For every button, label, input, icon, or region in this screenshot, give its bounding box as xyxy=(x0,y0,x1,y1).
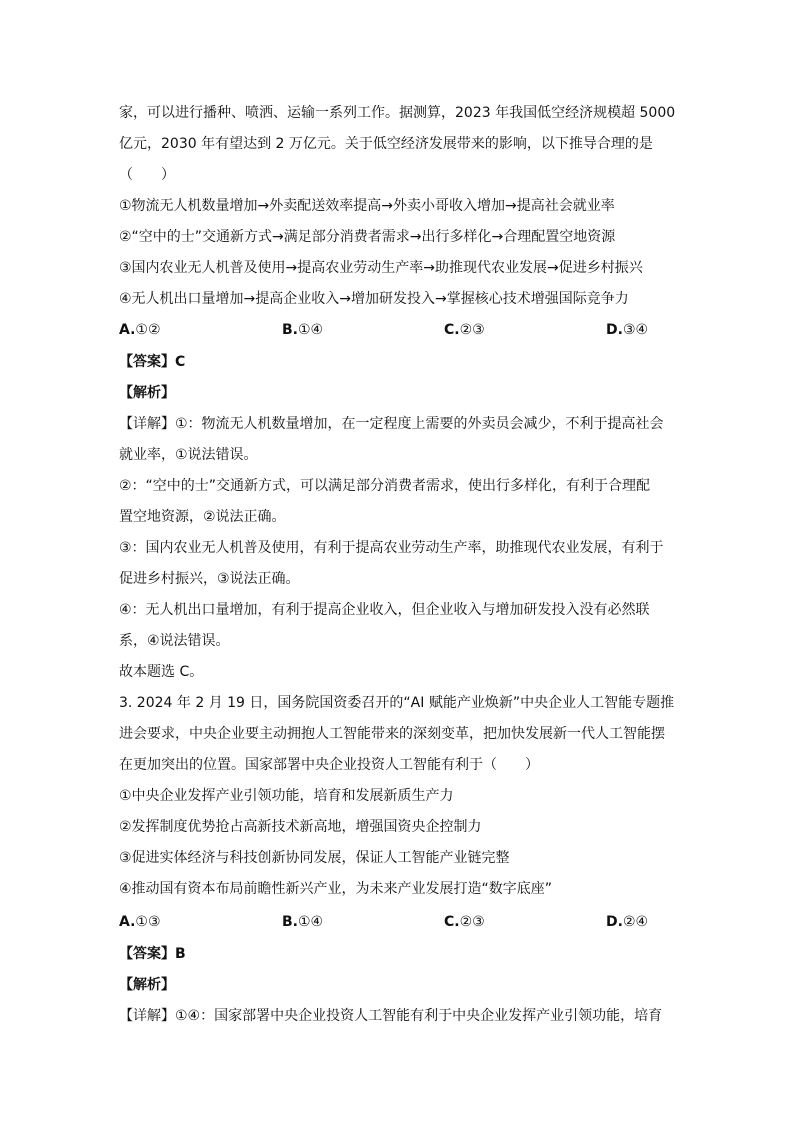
q3-item-1: ①中央企业发挥产业引领功能，培育和发展新质生产力 xyxy=(119,788,454,804)
q3-stem-line-1: 3. 2024 年 2 月 19 日，国务院国资委召开的“AI 赋能产业焕新”中央企业人工智能专题推 xyxy=(119,695,675,711)
q2-detail-line-4: 置空地资源，②说法正确。 xyxy=(119,509,286,525)
option-letter: A. xyxy=(119,914,136,930)
q2-detail-line-8: 系，④说法错误。 xyxy=(119,633,230,649)
option-text: ②③ xyxy=(459,914,485,930)
q3-item-3: ③促进实体经济与科技创新协同发展，保证人工智能产业链完整 xyxy=(119,850,510,866)
q3-analysis-heading: 【解析】 xyxy=(119,977,175,993)
q3-stem-line-3: 在更加突出的位置。国家部署中央企业投资人工智能有利于（ ） xyxy=(119,757,539,773)
q2-detail-line-2: 就业率，①说法错误。 xyxy=(119,447,258,463)
option-letter: D. xyxy=(606,914,623,930)
q2-detail-line-3: ②：“空中的士”交通新方式，可以满足部分消费者需求，使出行多样化，有利于合理配 xyxy=(119,478,651,494)
q3-detail-line-1: 【详解】①④：国家部署中央企业投资人工智能有利于中央企业发挥产业引领功能，培育 xyxy=(119,1008,663,1024)
q2-answer: 【答案】C xyxy=(119,354,186,370)
q2-detail-line-5: ③：国内农业无人机普及使用，有利于提高农业劳动生产率，助推现代农业发展，有利于 xyxy=(119,540,664,556)
q3-option-d xyxy=(606,912,648,932)
option-text: ①③ xyxy=(135,914,161,930)
q3-stem-line-2: 进会要求，中央企业要主动拥抱人工智能带来的深刻变革，把加快发展新一代人工智能摆 xyxy=(119,726,665,742)
q3-option-c xyxy=(444,912,485,932)
option-letter: C. xyxy=(444,914,460,930)
q2-detail-line-1: 【详解】①：物流无人机数量增加，在一定程度上需要的外卖员会减少，不利于提高社会 xyxy=(119,416,664,432)
q2-stem-line-1: 家，可以进行播种、喷洒、运输一系列工作。据测算，2023 年我国低空经济规模超 5000 xyxy=(119,105,676,121)
option-text: ③④ xyxy=(622,322,649,338)
q2-item-2: ②“空中的士”交通新方式→满足部分消费者需求→出行多样化→合理配置空地资源 xyxy=(119,229,616,245)
q3-item-4: ④推动国有资本布局前瞻性新兴产业，为未来产业发展打造“数字底座” xyxy=(119,881,553,897)
q3-item-2: ②发挥制度优势抢占高新技术新高地，增强国资央企控制力 xyxy=(119,819,482,835)
option-text: ①② xyxy=(135,322,161,338)
q2-item-4: ④无人机出口量增加→提高企业收入→增加研发投入→掌握核心技术增强国际竞争力 xyxy=(119,291,629,307)
q2-analysis-heading: 【解析】 xyxy=(119,385,175,401)
option-text: ②③ xyxy=(459,322,485,338)
q2-stem-line-3: （ ） xyxy=(119,167,175,183)
q2-detail-line-7: ④：无人机出口量增加，有利于提高企业收入，但企业收入与增加研发投入没有必然联 xyxy=(119,602,650,618)
option-letter: D. xyxy=(606,322,623,338)
option-text: ①④ xyxy=(298,322,324,338)
q2-option-a xyxy=(119,320,161,340)
q2-item-1: ①物流无人机数量增加→外卖配送效率提高→外卖小哥收入增加→提高社会就业率 xyxy=(119,198,615,214)
q2-conclusion: 故本题选 C。 xyxy=(119,664,204,680)
option-letter: B. xyxy=(282,914,298,930)
q3-answer: 【答案】B xyxy=(119,946,186,962)
q2-item-3: ③国内农业无人机普及使用→提高农业劳动生产率→助推现代农业发展→促进乡村振兴 xyxy=(119,260,643,276)
option-letter: A. xyxy=(119,322,136,338)
option-letter: B. xyxy=(282,322,298,338)
q2-option-b xyxy=(282,320,323,340)
q2-stem-line-2: 亿元，2030 年有望达到 2 万亿元。关于低空经济发展带来的影响，以下推导合理的是 xyxy=(119,136,653,152)
option-text: ①④ xyxy=(298,914,324,930)
option-letter: C. xyxy=(444,322,460,338)
q2-detail-line-6: 促进乡村振兴，③说法正确。 xyxy=(119,571,300,587)
q2-option-c xyxy=(444,320,485,340)
option-text: ②④ xyxy=(622,914,649,930)
q2-option-d xyxy=(606,320,648,340)
q3-option-b xyxy=(282,912,323,932)
q3-option-a xyxy=(119,912,161,932)
